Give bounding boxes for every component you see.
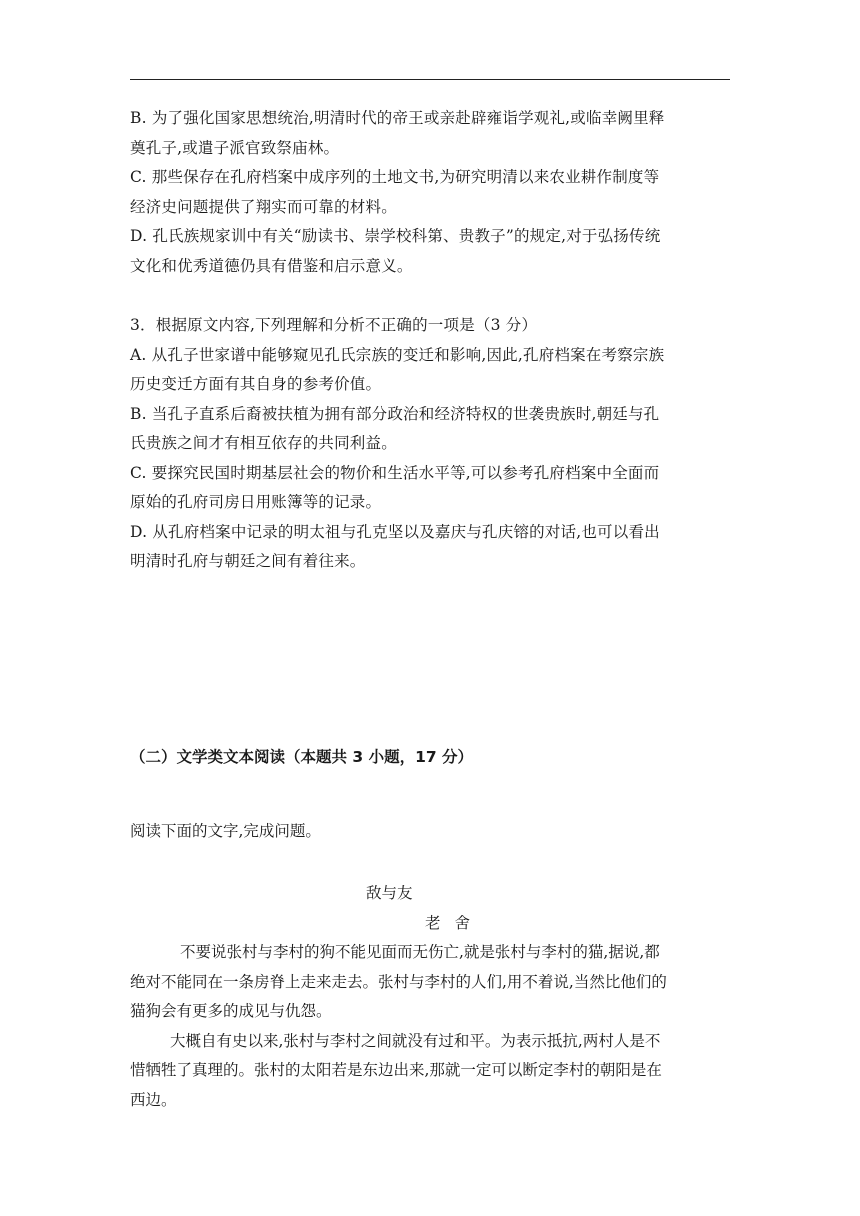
question3-stem: 3．根据原文内容,下列理解和分析不正确的一项是（3 分） xyxy=(130,316,538,334)
option-line: C. 那些保存在孔府档案中成序列的土地文书,为研究明清以来农业耕作制度等 xyxy=(130,168,660,186)
option-line: 文化和优秀道德仍具有借鉴和启示意义。 xyxy=(130,256,413,275)
option-line: 奠孔子,或遣子派官致祭庙林。 xyxy=(130,138,340,157)
story-line: 绝对不能同在一条房脊上走来走去。张村与李村的人们,用不着说,当然比他们的 xyxy=(130,972,667,991)
story-line: 大概自有史以来,张村与李村之间就没有过和平。为表示抵抗,两村人是不 xyxy=(170,1031,661,1050)
option-line: 原始的孔府司房日用账簿等的记录。 xyxy=(130,493,382,511)
question2-options xyxy=(130,104,730,281)
option-line: B. 为了强化国家思想统治,明清时代的帝王或亲赴辟雍诣学观礼,或临幸阙里释 xyxy=(130,109,665,127)
story-line: 西边。 xyxy=(130,1090,177,1109)
option-line: C. 要探究民国时期基层社会的物价和生活水平等,可以参考孔府档案中全面而 xyxy=(130,463,660,482)
option-line: D. 从孔府档案中记录的明太祖与孔克坚以及嘉庆与孔庆镕的对话,也可以看出 xyxy=(130,522,660,541)
story-line: 不要说张村与李村的狗不能见面而无伤亡,就是张村与李村的猫,据说,都 xyxy=(180,943,660,961)
option-line: 氏贵族之间才有相互依存的共同利益。 xyxy=(130,434,397,452)
story-line: 惜牺牲了真理的。张村的太阳若是东边出来,那就一定可以断定李村的朝阳是在 xyxy=(130,1061,662,1079)
option-line: B. 当孔子直系后裔被扶植为拥有部分政治和经济特权的世袭贵族时,朝廷与孔 xyxy=(130,404,660,423)
option-line: 明清时孔府与朝廷之间有着往来。 xyxy=(130,552,366,570)
option-line: D. 孔氏族规家训中有关“励读书、崇学校科第、贵教子”的规定,对于弘扬传统 xyxy=(130,227,661,245)
option-line: 历史变迁方面有其自身的参考价值。 xyxy=(130,375,382,393)
reading-instruction: 阅读下面的文字,完成问题。 xyxy=(130,822,321,840)
story-title: 敌与友 xyxy=(366,884,413,902)
option-line: 经济史问题提供了翔实而可靠的材料。 xyxy=(130,197,397,216)
question3 xyxy=(130,311,730,577)
section-heading: （二）文学类文本阅读（本题共 3 小题，17 分） xyxy=(130,748,474,766)
story-body xyxy=(130,938,730,1115)
story-line: 猫狗会有更多的成见与仇怨。 xyxy=(130,1002,332,1020)
story-author: 老舍 xyxy=(425,914,485,932)
header-rule xyxy=(130,79,730,80)
option-line: A. 从孔子世家谱中能够窥见孔氏宗族的变迁和影响,因此,孔府档案在考察宗族 xyxy=(130,345,665,364)
